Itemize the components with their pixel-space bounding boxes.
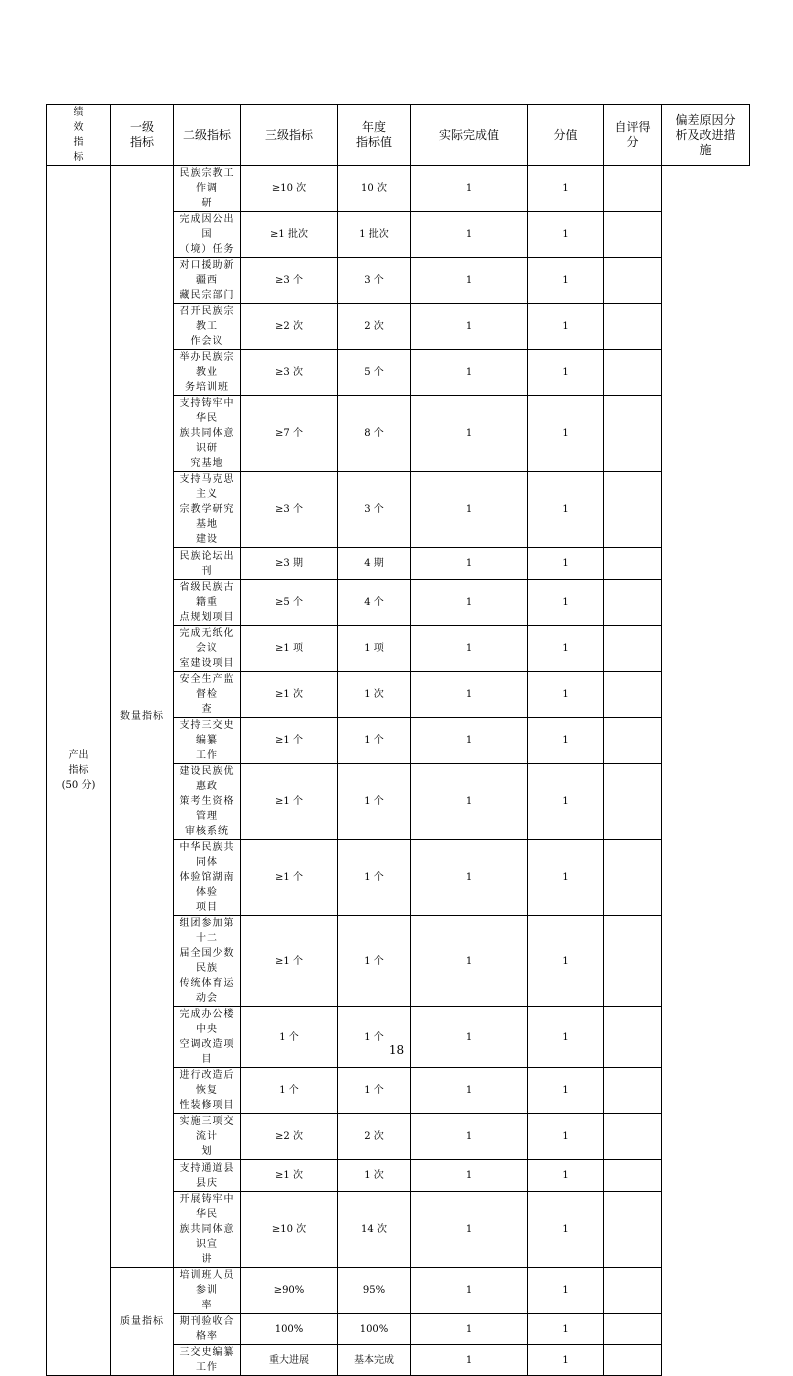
annual-target-cell: ≥3 个 xyxy=(241,472,338,548)
score-cell: 1 xyxy=(411,1007,528,1068)
actual-value-cell: 2 次 xyxy=(338,1114,411,1160)
header-annual-target: 年度 指标值 xyxy=(338,105,411,166)
self-score-cell: 1 xyxy=(528,1160,604,1192)
primary-group-cell: 绩 效 指 标 xyxy=(47,105,111,166)
score-cell: 1 xyxy=(411,1192,528,1268)
score-cell: 1 xyxy=(411,1114,528,1160)
deviation-analysis-cell xyxy=(604,580,662,626)
score-cell: 1 xyxy=(411,396,528,472)
header-score: 分值 xyxy=(528,105,604,166)
annual-target-cell: ≥1 项 xyxy=(241,626,338,672)
tertiary-indicator-cell: 安全生产监督检 查 xyxy=(174,672,241,718)
self-score-cell: 1 xyxy=(528,350,604,396)
self-score-cell: 1 xyxy=(528,580,604,626)
deviation-analysis-cell xyxy=(604,548,662,580)
deviation-analysis-cell xyxy=(604,1192,662,1268)
annual-target-cell: ≥1 个 xyxy=(241,840,338,916)
self-score-cell: 1 xyxy=(528,672,604,718)
tertiary-indicator-cell: 组团参加第十二 届全国少数民族 传统体育运动会 xyxy=(174,916,241,1007)
score-cell: 1 xyxy=(411,718,528,764)
self-score-cell: 1 xyxy=(528,916,604,1007)
annual-target-cell: ≥1 个 xyxy=(241,916,338,1007)
annual-target-cell: ≥1 个 xyxy=(241,764,338,840)
score-cell: 1 xyxy=(411,1068,528,1114)
self-score-cell: 1 xyxy=(528,1268,604,1314)
score-cell: 1 xyxy=(411,304,528,350)
actual-value-cell: 1 个 xyxy=(338,1007,411,1068)
tertiary-indicator-cell: 召开民族宗教工 作会议 xyxy=(174,304,241,350)
deviation-analysis-cell xyxy=(604,626,662,672)
deviation-analysis-cell xyxy=(604,718,662,764)
annual-target-cell: ≥7 个 xyxy=(241,396,338,472)
tertiary-indicator-cell: 对口援助新疆西 藏民宗部门 xyxy=(174,258,241,304)
annual-target-cell: 1 个 xyxy=(241,1007,338,1068)
self-score-cell: 1 xyxy=(528,764,604,840)
actual-value-cell: 1 项 xyxy=(338,626,411,672)
score-cell: 1 xyxy=(411,626,528,672)
self-score-cell: 1 xyxy=(528,718,604,764)
annual-target-cell: ≥3 次 xyxy=(241,350,338,396)
actual-value-cell: 1 个 xyxy=(338,718,411,764)
deviation-analysis-cell xyxy=(604,1007,662,1068)
tertiary-indicator-cell: 中华民族共同体 体验馆湖南体验 项目 xyxy=(174,840,241,916)
score-cell: 1 xyxy=(411,580,528,626)
self-score-cell: 1 xyxy=(528,1314,604,1345)
header-secondary-indicator: 二级指标 xyxy=(174,105,241,166)
performance-indicator-table xyxy=(46,104,750,1376)
tertiary-indicator-cell: 完成办公楼中央 空调改造项目 xyxy=(174,1007,241,1068)
self-score-cell: 1 xyxy=(528,1068,604,1114)
self-score-cell: 1 xyxy=(528,396,604,472)
annual-target-cell: ≥1 个 xyxy=(241,718,338,764)
actual-value-cell: 5 个 xyxy=(338,350,411,396)
deviation-analysis-cell xyxy=(604,1068,662,1114)
self-score-cell: 1 xyxy=(528,1007,604,1068)
annual-target-cell: ≥1 次 xyxy=(241,1160,338,1192)
tertiary-indicator-cell: 支持通道县县庆 xyxy=(174,1160,241,1192)
deviation-analysis-cell xyxy=(604,212,662,258)
actual-value-cell: 1 次 xyxy=(338,1160,411,1192)
score-cell: 1 xyxy=(411,212,528,258)
header-actual-value: 实际完成值 xyxy=(411,105,528,166)
deviation-analysis-cell xyxy=(604,1314,662,1345)
score-cell: 1 xyxy=(411,1345,528,1376)
self-score-cell: 1 xyxy=(528,840,604,916)
tertiary-indicator-cell: 支持铸牢中华民 族共同体意识研 究基地 xyxy=(174,396,241,472)
annual-target-cell: ≥1 批次 xyxy=(241,212,338,258)
self-score-cell: 1 xyxy=(528,472,604,548)
header-self-score: 自评得 分 xyxy=(604,105,662,166)
deviation-analysis-cell xyxy=(604,916,662,1007)
actual-value-cell: 3 个 xyxy=(338,258,411,304)
deviation-analysis-cell xyxy=(604,672,662,718)
tertiary-indicator-cell: 民族宗教工作调 研 xyxy=(174,166,241,212)
score-cell: 1 xyxy=(411,1160,528,1192)
score-cell: 1 xyxy=(411,916,528,1007)
output-indicator-cell: 产出 指标 (50 分) xyxy=(47,166,111,1376)
score-cell: 1 xyxy=(411,258,528,304)
table-row xyxy=(47,166,750,212)
actual-value-cell: 14 次 xyxy=(338,1192,411,1268)
actual-value-cell: 1 个 xyxy=(338,1068,411,1114)
deviation-analysis-cell xyxy=(604,166,662,212)
header-tertiary-indicator: 三级指标 xyxy=(241,105,338,166)
annual-target-cell: 重大进展 xyxy=(241,1345,338,1376)
deviation-analysis-cell xyxy=(604,1268,662,1314)
tertiary-indicator-cell: 开展铸牢中华民 族共同体意识宣 讲 xyxy=(174,1192,241,1268)
table-row xyxy=(47,1268,750,1314)
actual-value-cell: 1 个 xyxy=(338,840,411,916)
score-cell: 1 xyxy=(411,548,528,580)
self-score-cell: 1 xyxy=(528,1192,604,1268)
annual-target-cell: ≥1 次 xyxy=(241,672,338,718)
actual-value-cell: 基本完成 xyxy=(338,1345,411,1376)
self-score-cell: 1 xyxy=(528,166,604,212)
actual-value-cell: 3 个 xyxy=(338,472,411,548)
deviation-analysis-cell xyxy=(604,258,662,304)
deviation-analysis-cell xyxy=(604,1345,662,1376)
deviation-analysis-cell xyxy=(604,304,662,350)
header-primary-indicator: 一级 指标 xyxy=(111,105,174,166)
score-cell: 1 xyxy=(411,672,528,718)
actual-value-cell: 1 批次 xyxy=(338,212,411,258)
tertiary-indicator-cell: 民族论坛出刊 xyxy=(174,548,241,580)
tertiary-indicator-cell: 省级民族古籍重 点规划项目 xyxy=(174,580,241,626)
annual-target-cell: 1 个 xyxy=(241,1068,338,1114)
tertiary-indicator-cell: 完成因公出国 （境）任务 xyxy=(174,212,241,258)
score-cell: 1 xyxy=(411,840,528,916)
deviation-analysis-cell xyxy=(604,472,662,548)
score-cell: 1 xyxy=(411,1314,528,1345)
quantity-indicator-cell: 数量指标 xyxy=(111,166,174,1268)
tertiary-indicator-cell: 举办民族宗教业 务培训班 xyxy=(174,350,241,396)
annual-target-cell: ≥10 次 xyxy=(241,1192,338,1268)
tertiary-indicator-cell: 实施三项交流计 划 xyxy=(174,1114,241,1160)
annual-target-cell: ≥3 期 xyxy=(241,548,338,580)
annual-target-cell: ≥10 次 xyxy=(241,166,338,212)
actual-value-cell: 10 次 xyxy=(338,166,411,212)
tertiary-indicator-cell: 三交史编纂工作 xyxy=(174,1345,241,1376)
tertiary-indicator-cell: 完成无纸化会议 室建设项目 xyxy=(174,626,241,672)
deviation-analysis-cell xyxy=(604,1114,662,1160)
deviation-analysis-cell xyxy=(604,840,662,916)
score-cell: 1 xyxy=(411,764,528,840)
score-cell: 1 xyxy=(411,1268,528,1314)
page-number: 18 xyxy=(388,1043,405,1057)
deviation-analysis-cell xyxy=(604,396,662,472)
tertiary-indicator-cell: 支持马克思主义 宗教学研究基地 建设 xyxy=(174,472,241,548)
actual-value-cell: 100% xyxy=(338,1314,411,1345)
deviation-analysis-cell xyxy=(604,350,662,396)
actual-value-cell: 8 个 xyxy=(338,396,411,472)
self-score-cell: 1 xyxy=(528,212,604,258)
tertiary-indicator-cell: 培训班人员参训 率 xyxy=(174,1268,241,1314)
tertiary-indicator-cell: 建设民族优惠政 策考生资格管理 审核系统 xyxy=(174,764,241,840)
self-score-cell: 1 xyxy=(528,626,604,672)
actual-value-cell: 1 次 xyxy=(338,672,411,718)
actual-value-cell: 1 个 xyxy=(338,916,411,1007)
self-score-cell: 1 xyxy=(528,548,604,580)
annual-target-cell: 100% xyxy=(241,1314,338,1345)
self-score-cell: 1 xyxy=(528,304,604,350)
actual-value-cell: 2 次 xyxy=(338,304,411,350)
actual-value-cell: 4 个 xyxy=(338,580,411,626)
self-score-cell: 1 xyxy=(528,258,604,304)
annual-target-cell: ≥3 个 xyxy=(241,258,338,304)
self-score-cell: 1 xyxy=(528,1114,604,1160)
self-score-cell: 1 xyxy=(528,1345,604,1376)
annual-target-cell: ≥2 次 xyxy=(241,1114,338,1160)
annual-target-cell: ≥5 个 xyxy=(241,580,338,626)
tertiary-indicator-cell: 支持三交史编纂 工作 xyxy=(174,718,241,764)
actual-value-cell: 95% xyxy=(338,1268,411,1314)
deviation-analysis-cell xyxy=(604,1160,662,1192)
tertiary-indicator-cell: 进行改造后恢复 性装修项目 xyxy=(174,1068,241,1114)
actual-value-cell: 4 期 xyxy=(338,548,411,580)
table-header-row xyxy=(47,105,750,166)
annual-target-cell: ≥90% xyxy=(241,1268,338,1314)
actual-value-cell: 1 个 xyxy=(338,764,411,840)
tertiary-indicator-cell: 期刊验收合格率 xyxy=(174,1314,241,1345)
header-deviation-analysis: 偏差原因分 析及改进措 施 xyxy=(662,105,750,166)
score-cell: 1 xyxy=(411,350,528,396)
score-cell: 1 xyxy=(411,472,528,548)
quality-indicator-cell: 质量指标 xyxy=(111,1268,174,1376)
score-cell: 1 xyxy=(411,166,528,212)
deviation-analysis-cell xyxy=(604,764,662,840)
annual-target-cell: ≥2 次 xyxy=(241,304,338,350)
